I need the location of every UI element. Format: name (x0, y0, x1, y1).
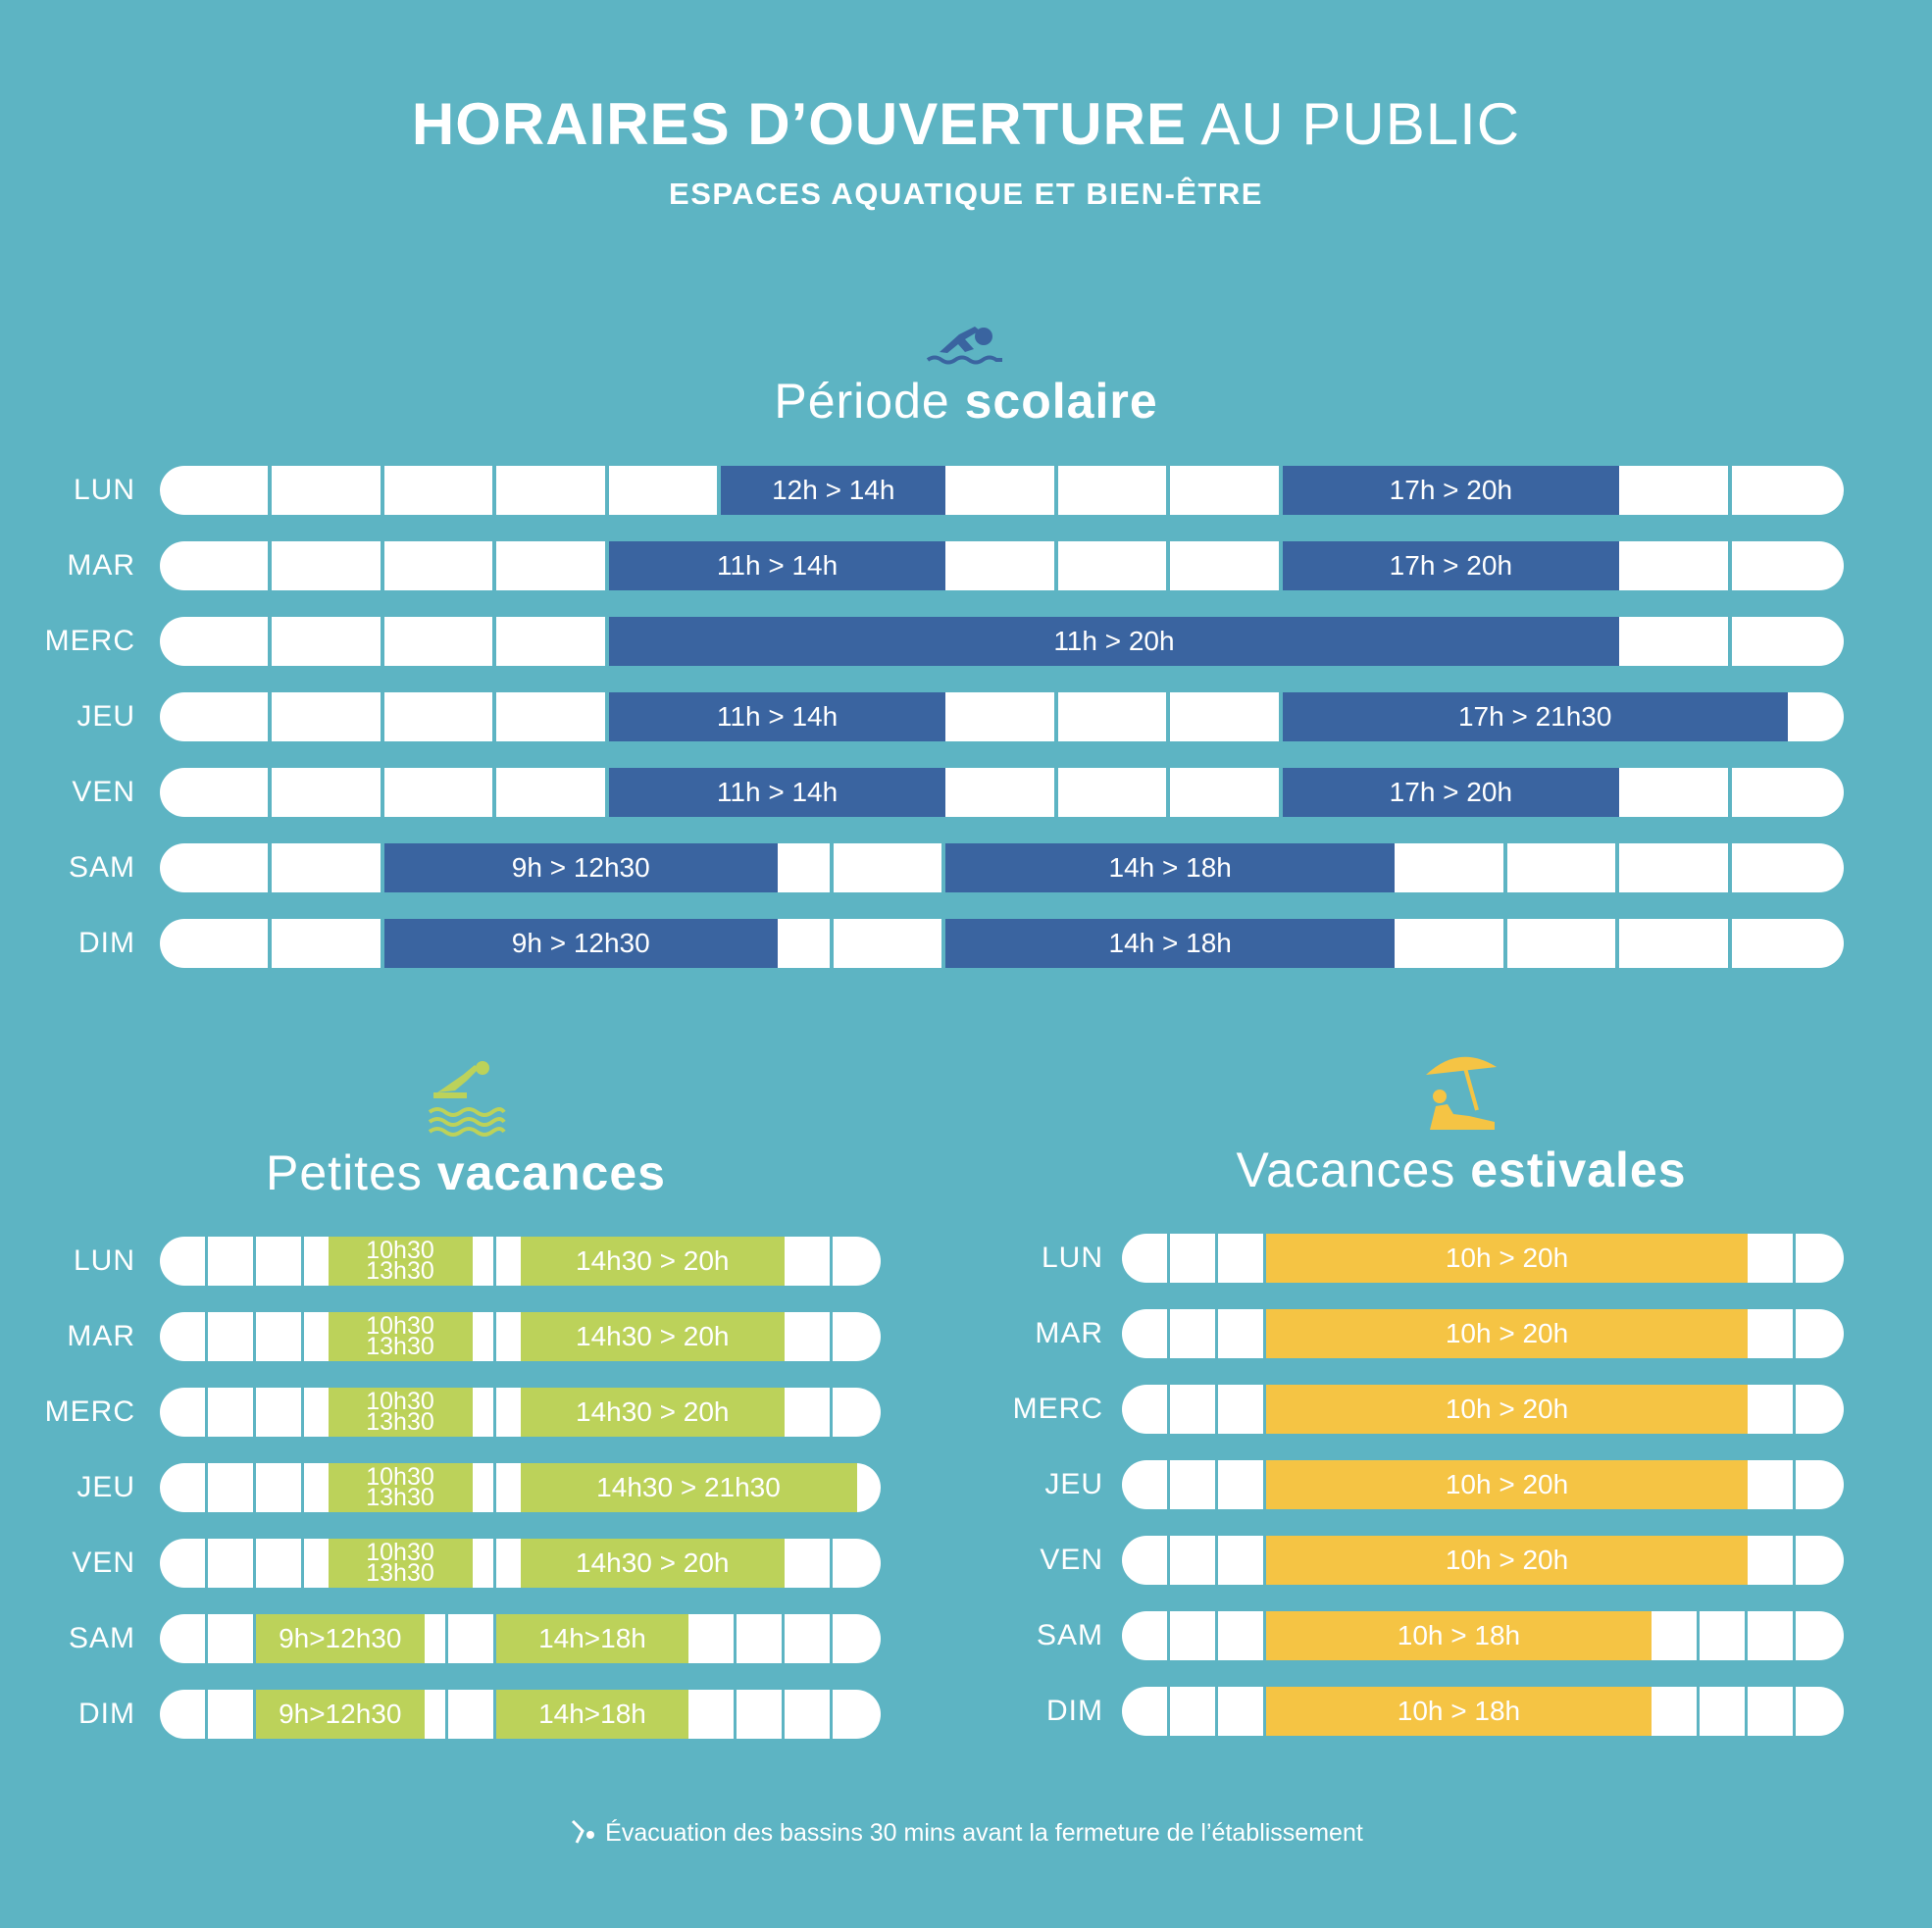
hour-slot (1748, 1234, 1793, 1283)
opening-hours-label: 10h > 18h (1397, 1696, 1521, 1726)
opening-block (496, 1690, 688, 1739)
opening-hours-label: 9h>12h30 (279, 1699, 402, 1729)
hour-slot (1732, 919, 1844, 968)
day-label: SAM (1036, 1619, 1103, 1651)
schedule-row (160, 919, 1844, 968)
hour-slot (1796, 1460, 1844, 1509)
opening-hours-label: 11h > 20h (1053, 626, 1175, 656)
hour-slot (833, 1614, 881, 1663)
day-label: JEU (76, 700, 135, 733)
section-title-regular: Période (774, 374, 950, 429)
hour-slot (1122, 1460, 1167, 1509)
hour-slot (1732, 541, 1844, 590)
opening-block (609, 692, 945, 741)
hour-slot (1058, 466, 1166, 515)
opening-hours-label: 14h > 18h (1108, 928, 1232, 958)
opening-hours-label: 10h30 (366, 1539, 434, 1566)
opening-hours-label: 9h > 12h30 (511, 928, 650, 958)
opening-block (1266, 1536, 1748, 1585)
hour-slot (160, 541, 268, 590)
section-title-regular: Petites (266, 1145, 423, 1200)
schedule-row (160, 843, 1844, 892)
hour-slot (384, 692, 492, 741)
day-label: DIM (78, 1698, 135, 1730)
opening-hours-label: 10h30 (366, 1463, 434, 1491)
hour-slot (256, 1312, 301, 1361)
opening-block (256, 1690, 425, 1739)
opening-hours-label: 14h>18h (538, 1699, 646, 1729)
opening-hours-label: 17h > 20h (1389, 550, 1513, 581)
hour-slot (208, 1312, 253, 1361)
hour-slot (1619, 919, 1727, 968)
diver-small-icon (569, 1817, 598, 1847)
opening-hours-label: 14h30 > 20h (576, 1321, 730, 1351)
opening-block (1266, 1687, 1652, 1736)
hour-slot (833, 1690, 881, 1739)
hour-slot (1170, 1687, 1215, 1736)
opening-hours-label: 10h > 20h (1445, 1318, 1569, 1348)
schedule-row (1122, 1687, 1844, 1736)
hour-slot (1748, 1385, 1793, 1434)
opening-hours-label: 14h30 > 21h30 (596, 1472, 781, 1502)
opening-block (945, 843, 1395, 892)
day-label: JEU (76, 1471, 135, 1503)
opening-block (521, 1539, 786, 1588)
hour-slot (208, 1690, 253, 1739)
hour-slot (833, 1539, 881, 1588)
hour-slot (1218, 1536, 1263, 1585)
opening-hours-label: 12h > 14h (772, 475, 895, 505)
day-label: VEN (1040, 1544, 1103, 1576)
day-label: DIM (1046, 1695, 1103, 1727)
opening-hours-label: 10h > 20h (1445, 1469, 1569, 1499)
opening-hours-label: 11h > 14h (716, 550, 839, 581)
hour-slot (1122, 1687, 1167, 1736)
hour-slot (945, 692, 1053, 741)
hour-slot (1218, 1234, 1263, 1283)
hour-slot (1122, 1234, 1167, 1283)
schedule-row (1122, 1536, 1844, 1585)
hour-slot (785, 1237, 830, 1286)
hour-slot (1652, 1611, 1697, 1660)
section-title-bold: estivales (1470, 1142, 1687, 1197)
hour-slot (160, 1614, 205, 1663)
hour-slot (833, 1312, 881, 1361)
opening-block (609, 541, 945, 590)
hour-slot (1732, 617, 1844, 666)
hour-slot (1619, 466, 1727, 515)
hour-slot (448, 1614, 493, 1663)
hour-slot (1796, 1611, 1844, 1660)
schedule-row (160, 466, 1844, 515)
hour-slot (737, 1614, 782, 1663)
hour-slot (1619, 843, 1727, 892)
hour-slot (1058, 541, 1166, 590)
hour-slot (1619, 617, 1727, 666)
day-label: VEN (72, 776, 135, 808)
opening-block (1266, 1460, 1748, 1509)
hour-slot (1218, 1385, 1263, 1434)
opening-block (1283, 692, 1788, 741)
day-label: MERC (44, 625, 135, 657)
day-label: MERC (1012, 1393, 1103, 1425)
swimmer-icon (926, 317, 1004, 372)
opening-block (1283, 541, 1619, 590)
opening-hours-label: 10h30 (366, 1237, 434, 1264)
opening-block (1283, 768, 1619, 817)
schedule-row (1122, 1234, 1844, 1283)
opening-hours-label: 10h > 20h (1445, 1243, 1569, 1273)
hour-slot (1170, 466, 1278, 515)
hour-slot (1748, 1460, 1793, 1509)
page-title-regular: AU PUBLIC (1200, 91, 1521, 157)
hour-slot (208, 1237, 253, 1286)
hour-slot (1218, 1460, 1263, 1509)
hour-slot (1796, 1309, 1844, 1358)
hour-slot (160, 1690, 205, 1739)
opening-block (496, 1614, 688, 1663)
opening-hours-label: 9h > 12h30 (511, 852, 650, 883)
hour-slot (1700, 1611, 1745, 1660)
opening-hours-label-end: 13h30 (366, 1559, 434, 1587)
day-label: VEN (72, 1547, 135, 1579)
hour-slot (496, 541, 604, 590)
hour-slot (1796, 1234, 1844, 1283)
day-label: MAR (67, 1320, 135, 1352)
opening-hours-label: 14h30 > 20h (576, 1547, 730, 1578)
opening-block (329, 1463, 473, 1512)
hour-slot (945, 768, 1053, 817)
hour-slot (833, 1388, 881, 1437)
hour-slot (1652, 1687, 1697, 1736)
hour-slot (1395, 843, 1502, 892)
schedule-row (160, 1539, 881, 1588)
hour-slot (688, 1690, 734, 1739)
beach-umbrella-icon (1420, 1047, 1502, 1132)
opening-hours-label: 17h > 21h30 (1457, 701, 1612, 732)
schedule-row (1122, 1385, 1844, 1434)
section-title-estivales (1118, 1142, 1805, 1198)
schedule-row (160, 1690, 881, 1739)
hour-slot (160, 1463, 205, 1512)
opening-hours-label: 14h > 18h (1108, 852, 1232, 883)
opening-block (329, 1539, 473, 1588)
hour-slot (1732, 466, 1844, 515)
hour-slot (1748, 1687, 1793, 1736)
hour-slot (384, 466, 492, 515)
opening-block (721, 466, 945, 515)
page-subtitle: ESPACES AQUATIQUE ET BIEN-ÊTRE (669, 177, 1263, 211)
section-title-bold: vacances (436, 1145, 666, 1200)
hour-slot (1122, 1611, 1167, 1660)
opening-block (609, 768, 945, 817)
opening-block (521, 1237, 786, 1286)
hour-slot (272, 466, 380, 515)
hour-slot (272, 617, 380, 666)
page-title (0, 90, 1932, 159)
schedule-row (160, 1237, 881, 1286)
opening-block (256, 1614, 425, 1663)
opening-hours-label: 10h30 (366, 1312, 434, 1340)
schedule-row (160, 692, 1844, 741)
hour-slot (1058, 692, 1166, 741)
opening-hours-label-end: 13h30 (366, 1484, 434, 1511)
hour-slot (945, 541, 1053, 590)
hour-slot (496, 692, 604, 741)
opening-hours-label: 14h>18h (538, 1623, 646, 1653)
opening-block (1283, 466, 1619, 515)
schedule-row (160, 1312, 881, 1361)
hour-slot (785, 1690, 830, 1739)
opening-block (1266, 1309, 1748, 1358)
hour-slot (1122, 1309, 1167, 1358)
hour-slot (272, 768, 380, 817)
hour-slot (272, 919, 380, 968)
hour-slot (1170, 692, 1278, 741)
hour-slot (496, 617, 604, 666)
hour-slot (945, 466, 1053, 515)
opening-block (329, 1312, 473, 1361)
hour-slot (208, 1614, 253, 1663)
hour-slot (609, 466, 717, 515)
opening-hours-label: 11h > 14h (716, 701, 839, 732)
day-label: MERC (44, 1395, 135, 1428)
hour-slot (160, 1388, 205, 1437)
day-label: LUN (73, 1244, 135, 1277)
section-title-regular: Vacances (1236, 1142, 1456, 1197)
hour-slot (160, 466, 268, 515)
hour-slot (1170, 768, 1278, 817)
hour-slot (1748, 1536, 1793, 1585)
opening-hours-label-end: 13h30 (366, 1257, 434, 1285)
hour-slot (1122, 1385, 1167, 1434)
hour-slot (1748, 1309, 1793, 1358)
opening-block (521, 1463, 857, 1512)
schedule-row (1122, 1309, 1844, 1358)
opening-hours-label: 14h30 > 20h (576, 1245, 730, 1276)
hour-slot (1170, 1460, 1215, 1509)
opening-hours-label: 14h30 > 20h (576, 1396, 730, 1427)
opening-hours-label: 10h > 20h (1445, 1394, 1569, 1424)
hour-slot (1507, 843, 1615, 892)
day-label: DIM (78, 927, 135, 959)
opening-hours-label: 17h > 20h (1389, 475, 1513, 505)
hour-slot (1732, 843, 1844, 892)
opening-block (1266, 1234, 1748, 1283)
hour-slot (1218, 1309, 1263, 1358)
day-label: SAM (68, 1622, 135, 1654)
hour-slot (1507, 919, 1615, 968)
hour-slot (448, 1690, 493, 1739)
day-label: LUN (73, 474, 135, 506)
schedule-row (1122, 1460, 1844, 1509)
hour-slot (1170, 1611, 1215, 1660)
hour-slot (737, 1690, 782, 1739)
diver-icon (428, 1053, 506, 1142)
day-label: MAR (1035, 1317, 1103, 1349)
schedule-row (160, 768, 1844, 817)
opening-block (609, 617, 1619, 666)
schedule-row (160, 541, 1844, 590)
hour-slot (272, 692, 380, 741)
hour-slot (208, 1463, 253, 1512)
hour-slot (384, 617, 492, 666)
hour-slot (833, 1237, 881, 1286)
hour-slot (272, 541, 380, 590)
footnote-text: Évacuation des bassins 30 mins avant la fermeture de l’établissement (605, 1819, 1363, 1847)
opening-block (384, 843, 778, 892)
opening-hours-label: 10h > 20h (1445, 1545, 1569, 1575)
opening-hours-label-end: 13h30 (366, 1408, 434, 1436)
hour-slot (834, 919, 941, 968)
hour-slot (160, 1237, 205, 1286)
hour-slot (208, 1539, 253, 1588)
hour-slot (1218, 1611, 1263, 1660)
schedule-row (160, 1463, 881, 1512)
opening-block (329, 1388, 473, 1437)
hour-slot (1395, 919, 1502, 968)
opening-block (521, 1388, 786, 1437)
hour-slot (1058, 768, 1166, 817)
hour-slot (160, 692, 268, 741)
hour-slot (1218, 1687, 1263, 1736)
hour-slot (160, 1312, 205, 1361)
opening-block (521, 1312, 786, 1361)
hour-slot (1170, 1385, 1215, 1434)
page-title-bold: HORAIRES D’OUVERTURE (411, 91, 1187, 157)
hour-slot (1796, 1385, 1844, 1434)
hour-slot (256, 1388, 301, 1437)
schedule-row (160, 1388, 881, 1437)
header (0, 90, 1932, 212)
opening-hours-label-end: 13h30 (366, 1333, 434, 1360)
schedule-row (160, 617, 1844, 666)
opening-hours-label: 9h>12h30 (279, 1623, 402, 1653)
hour-slot (1796, 1687, 1844, 1736)
hour-slot (1796, 1536, 1844, 1585)
hour-slot (160, 919, 268, 968)
hour-slot (785, 1388, 830, 1437)
hour-slot (1170, 541, 1278, 590)
hour-slot (256, 1463, 301, 1512)
opening-hours-label: 17h > 20h (1389, 777, 1513, 807)
hour-slot (1170, 1309, 1215, 1358)
section-title-scolaire (0, 373, 1932, 430)
opening-block (384, 919, 778, 968)
hour-slot (785, 1614, 830, 1663)
hour-slot (496, 466, 604, 515)
footnote (0, 1817, 1932, 1848)
hour-slot (160, 768, 268, 817)
hour-slot (160, 843, 268, 892)
hour-slot (1619, 541, 1727, 590)
hour-slot (208, 1388, 253, 1437)
opening-block (1266, 1611, 1652, 1660)
day-label: MAR (67, 549, 135, 582)
opening-block (945, 919, 1395, 968)
hour-slot (785, 1312, 830, 1361)
schedule-row (160, 1614, 881, 1663)
hour-slot (256, 1539, 301, 1588)
opening-hours-label: 11h > 14h (716, 777, 839, 807)
day-label: SAM (68, 851, 135, 884)
hour-slot (1748, 1611, 1793, 1660)
hour-slot (160, 617, 268, 666)
hour-slot (1122, 1536, 1167, 1585)
section-title-petites (157, 1144, 775, 1201)
hour-slot (496, 768, 604, 817)
hour-slot (688, 1614, 734, 1663)
hour-slot (160, 1539, 205, 1588)
opening-block (1266, 1385, 1748, 1434)
hour-slot (1700, 1687, 1745, 1736)
hour-slot (384, 541, 492, 590)
day-label: LUN (1041, 1242, 1103, 1274)
hour-slot (384, 768, 492, 817)
section-title-bold: scolaire (964, 374, 1158, 429)
hour-slot (1619, 768, 1727, 817)
opening-hours-label: 10h > 18h (1397, 1620, 1521, 1650)
opening-hours-label: 10h30 (366, 1388, 434, 1415)
opening-block (329, 1237, 473, 1286)
hour-slot (1170, 1536, 1215, 1585)
hour-slot (834, 843, 941, 892)
hour-slot (256, 1237, 301, 1286)
schedule-row (1122, 1611, 1844, 1660)
hour-slot (1732, 768, 1844, 817)
hour-slot (1170, 1234, 1215, 1283)
hour-slot (272, 843, 380, 892)
hour-slot (785, 1539, 830, 1588)
day-label: JEU (1044, 1468, 1103, 1500)
